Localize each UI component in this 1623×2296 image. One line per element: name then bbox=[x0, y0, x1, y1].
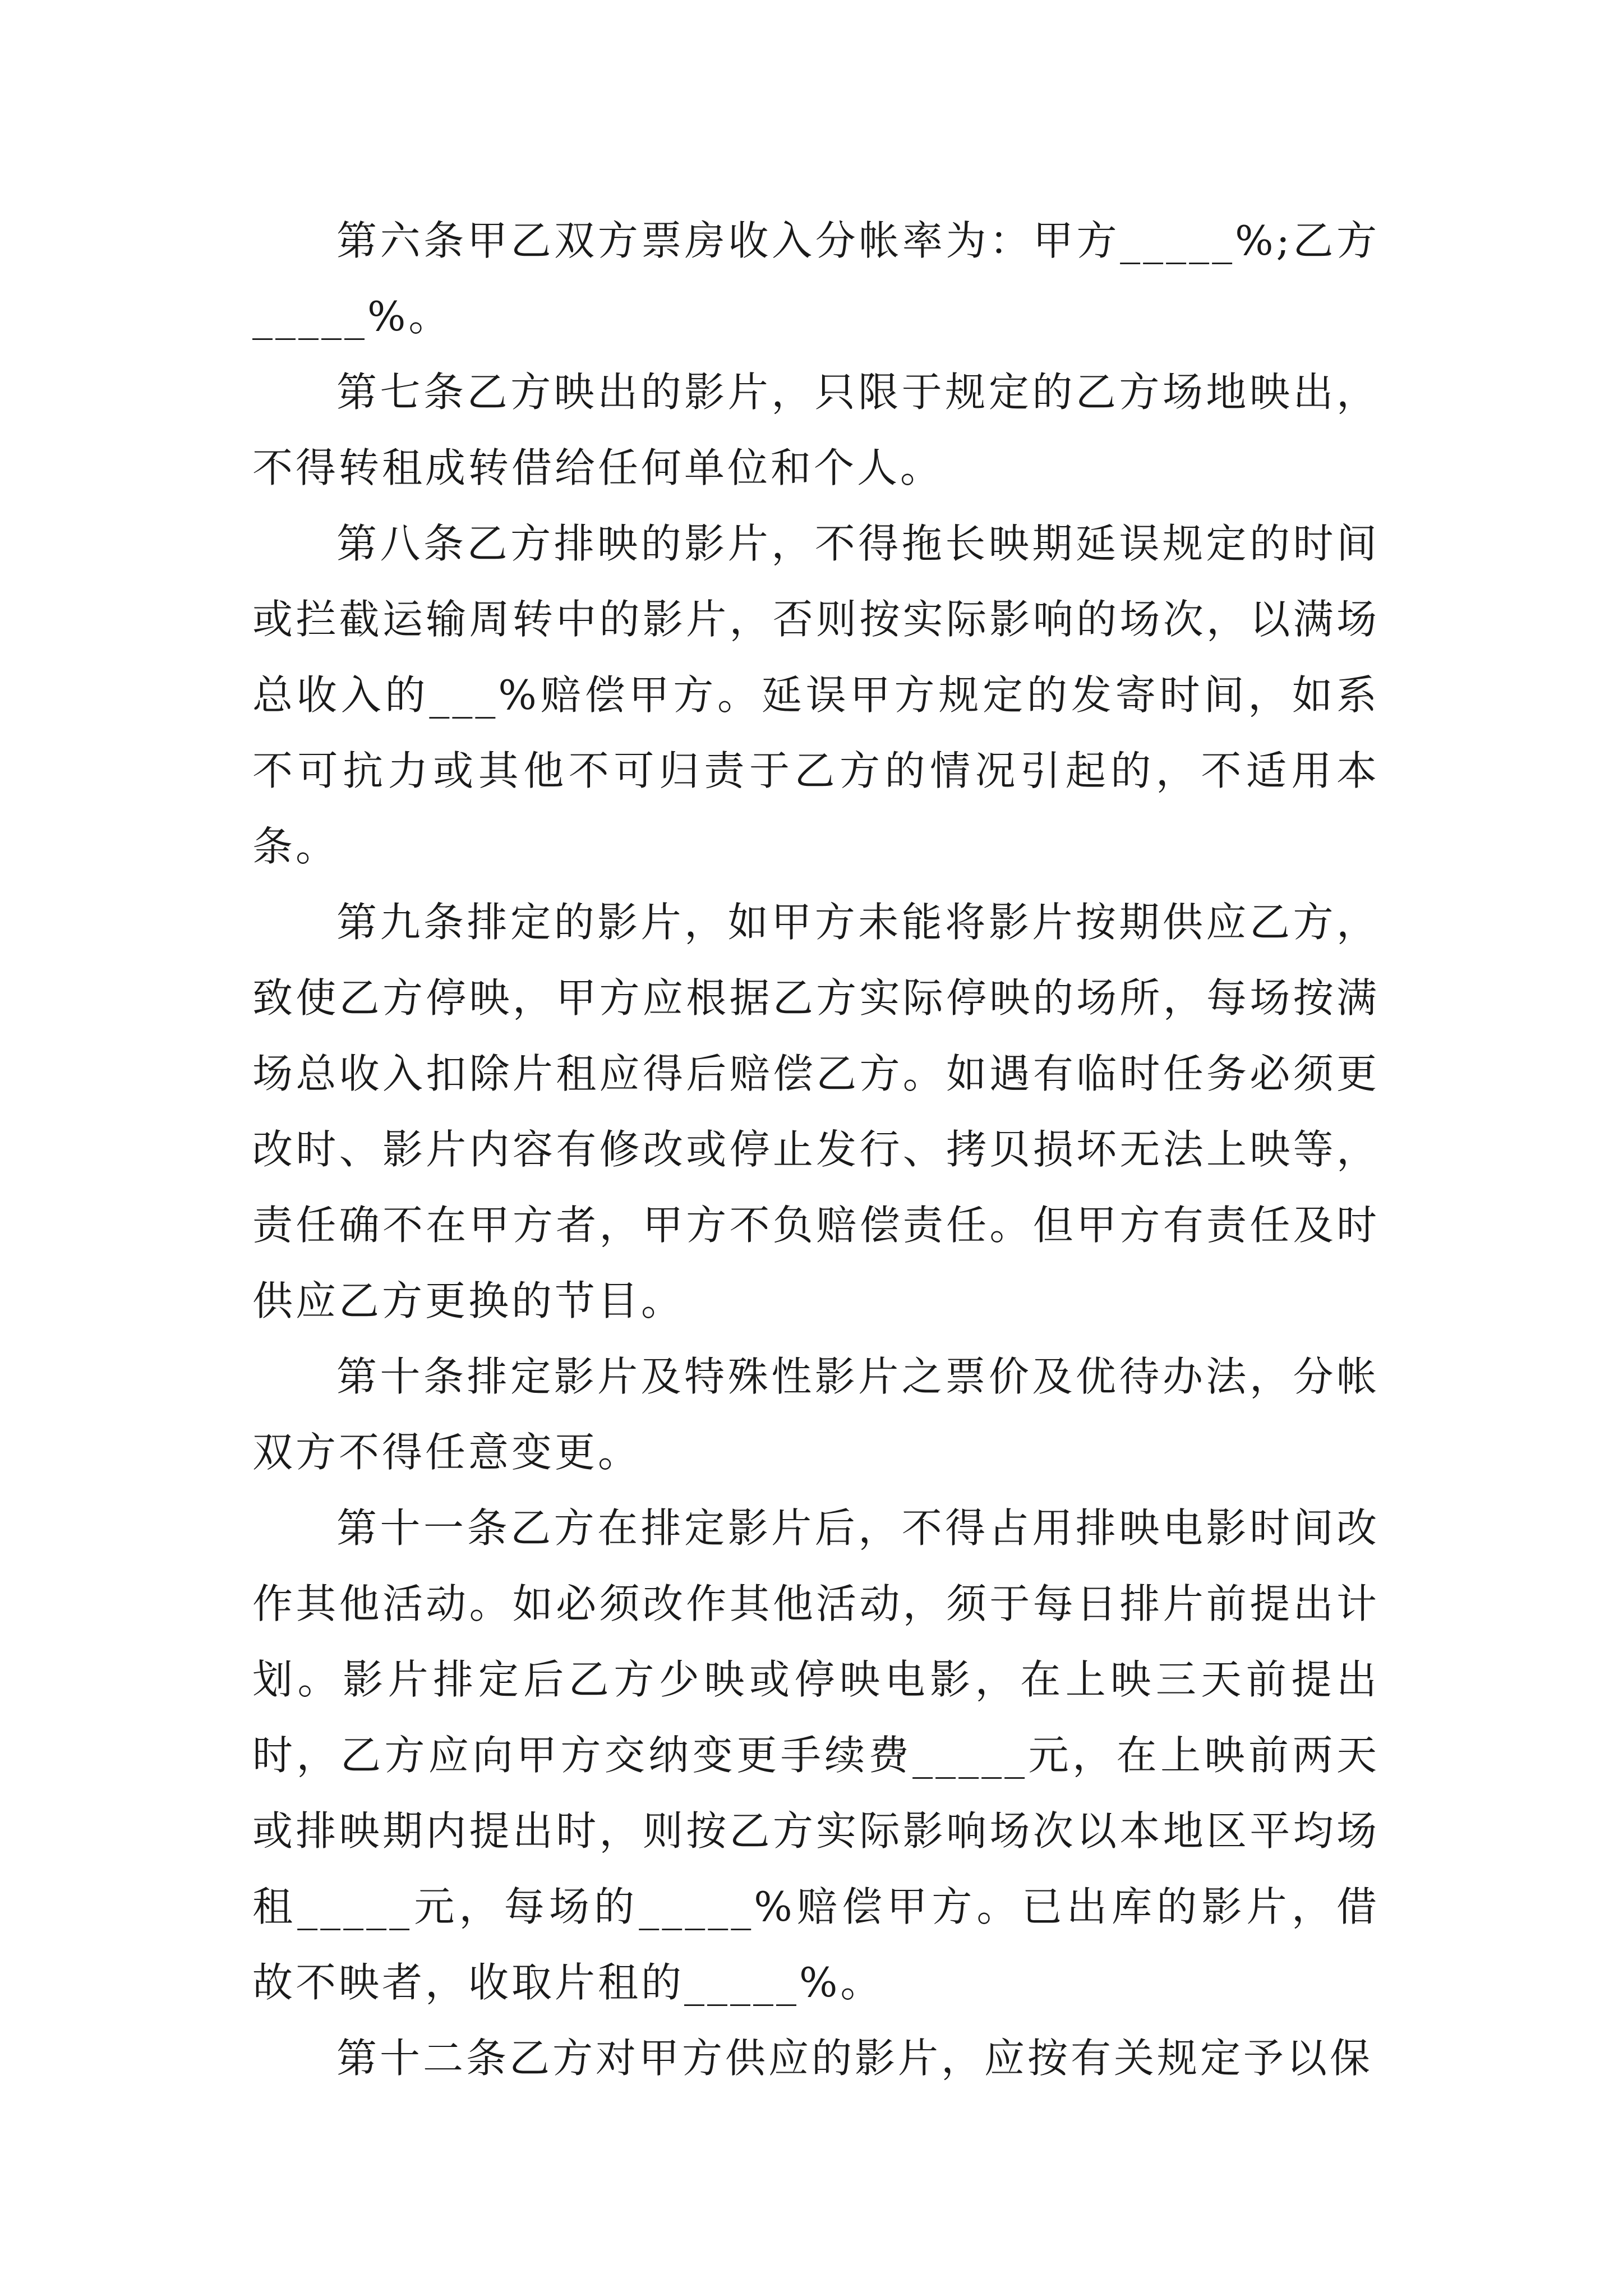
clause-8: 第八条乙方排映的影片，不得拖长映期延误规定的时间或拦截运输周转中的影片，否则按实际影响的场次，以满场总收入的___%赔偿甲方。延误甲方规定的发寄时间，如系不可抗力或其他不可归责于乙方的情况引起的，不适用本条。 bbox=[252, 520, 1380, 870]
clause-6: 第六条甲乙双方票房收入分帐率为：甲方_____%;乙方_____%。 bbox=[252, 217, 1380, 340]
clause-11: 第十一条乙方在排定影片后，不得占用排映电影时间改作其他活动。如必须改作其他活动，须于每日排片前提出计划。影片排定后乙方少映或停映电影，在上映三天前提出时，乙方应向甲方交纳变更手续费_____元，在上映前两天或排映期内提出时，则按乙方实际影响场次以本地区平均场租_____元，每场的_____%赔偿甲方。已出库的影片，借故不映者，收取片租的_____%。 bbox=[252, 1504, 1380, 2006]
document-body bbox=[252, 203, 1380, 2096]
clause-12: 第十二条乙方对甲方供应的影片，应按有关规定予以保 bbox=[336, 2035, 1373, 2082]
clause-9: 第九条排定的影片，如甲方未能将影片按期供应乙方，致使乙方停映，甲方应根据乙方实际停映的场所，每场按满场总收入扣除片租应得后赔偿乙方。如遇有临时任务必须更改时、影片内容有修改或停止发行、拷贝损坏无法上映等，责任确不在甲方者，甲方不负赔偿责任。但甲方有责任及时供应乙方更换的节目。 bbox=[252, 899, 1380, 1324]
clause-7: 第七条乙方映出的影片，只限于规定的乙方场地映出，不得转租成转借给任何单位和个人。 bbox=[252, 369, 1380, 491]
clause-10: 第十条排定影片及特殊性影片之票价及优待办法，分帐双方不得任意变更。 bbox=[252, 1353, 1380, 1476]
